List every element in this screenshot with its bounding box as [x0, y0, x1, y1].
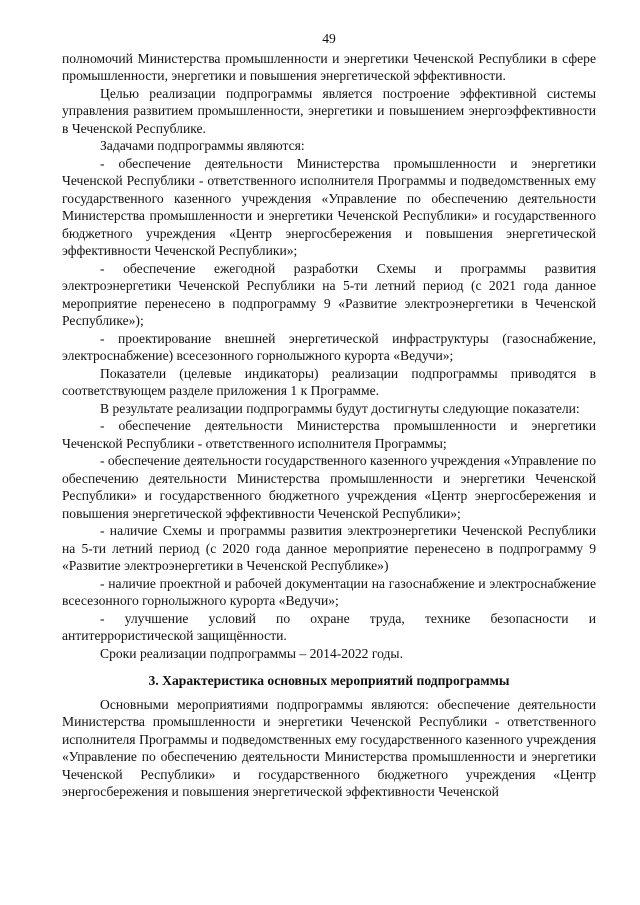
page-number: 49: [322, 31, 336, 46]
paragraph: - проектирование внешней энергетической инфраструктуры (газоснабжение, электроснабжение) всесезонного горнолыжного курорта «Ведучи»;: [62, 330, 596, 363]
paragraph: - улучшение условий по охране труда, технике безопасности и антитеррористической защищённости.: [62, 610, 596, 643]
paragraph: полномочий Министерства промышленности и энергетики Чеченской Республики в сфере промышленности, энергетики и повышения энергетической эффективности.: [62, 50, 596, 83]
paragraph: Целью реализации подпрограммы является построение эффективной системы управления развитием промышленности, энергетики и повышением энергоэффективности в Чеченской Республике.: [62, 85, 596, 136]
paragraph: - обеспечение деятельности Министерства промышленности и энергетики Чеченской Республики - ответственного исполнителя Программы;: [62, 418, 596, 451]
body-text-bottom: [62, 696, 596, 801]
paragraph: - наличие проектной и рабочей документации на газоснабжение и электроснабжение всесезонного горнолыжного курорта «Ведучи»;: [62, 575, 596, 608]
paragraph: Показатели (целевые индикаторы) реализации подпрограммы приводятся в соответствующем разделе приложения 1 к Программе.: [62, 365, 596, 398]
paragraph: - обеспечение ежегодной разработки Схемы и программы развития электроэнергетики Чеченской Республики на 5-ти летний период (с 2021 года данное мероприятие перенесено в подпрограмму 9 «Развитие электроэнергетики в Чеченской Республике»);: [62, 260, 596, 328]
document-page: [62, 30, 596, 801]
paragraph: - обеспечение деятельности Министерства промышленности и энергетики Чеченской Республики - ответственного исполнителя Программы и подведомственных ему государственного казенного учреждения «Управление по обеспечению деятельности Министерства промышленности и энергетики Чеченской Республики» и государственного бюджетного учреждения «Центр энергосбережения и повышения энергетической эффективности Чеченской Республики»;: [62, 155, 596, 258]
paragraph: - наличие Схемы и программы развития электроэнергетики Чеченской Республики на 5-ти летний период (с 2020 года данное мероприятие перенесено в подпрограмму 9 «Развитие электроэнергетики в Чеченской Республике»): [62, 523, 596, 573]
paragraph: Задачами подпрограммы являются:: [100, 138, 305, 153]
paragraph: Основными мероприятиями подпрограммы являются: обеспечение деятельности Министерства промышленности и энергетики Чеченской Республики - ответственного исполнителя Программы и подведомственных ему государственного казенного учреждения «Управление по обеспечению деятельности Министерства промышленности и энергетики Чеченской Республики» и государственного бюджетного учреждения «Центр энергосбережения и повышения энергетической эффективности Чеченской: [62, 696, 596, 799]
paragraph: В результате реализации подпрограммы будут достигнуты следующие показатели:: [100, 400, 580, 416]
paragraph: Сроки реализации подпрограммы – 2014-2022 годы.: [100, 645, 403, 661]
body-text-top: [62, 50, 596, 663]
paragraph: - обеспечение деятельности государственного казенного учреждения «Управление по обеспечению деятельности Министерства промышленности и энергетики Чеченской Республики» и государственного бюджетного учреждения «Центр энергосбережения и повышения энергетической эффективности Чеченской Республики»;: [62, 453, 597, 521]
section-heading: 3. Характеристика основных мероприятий подпрограммы: [148, 673, 510, 688]
